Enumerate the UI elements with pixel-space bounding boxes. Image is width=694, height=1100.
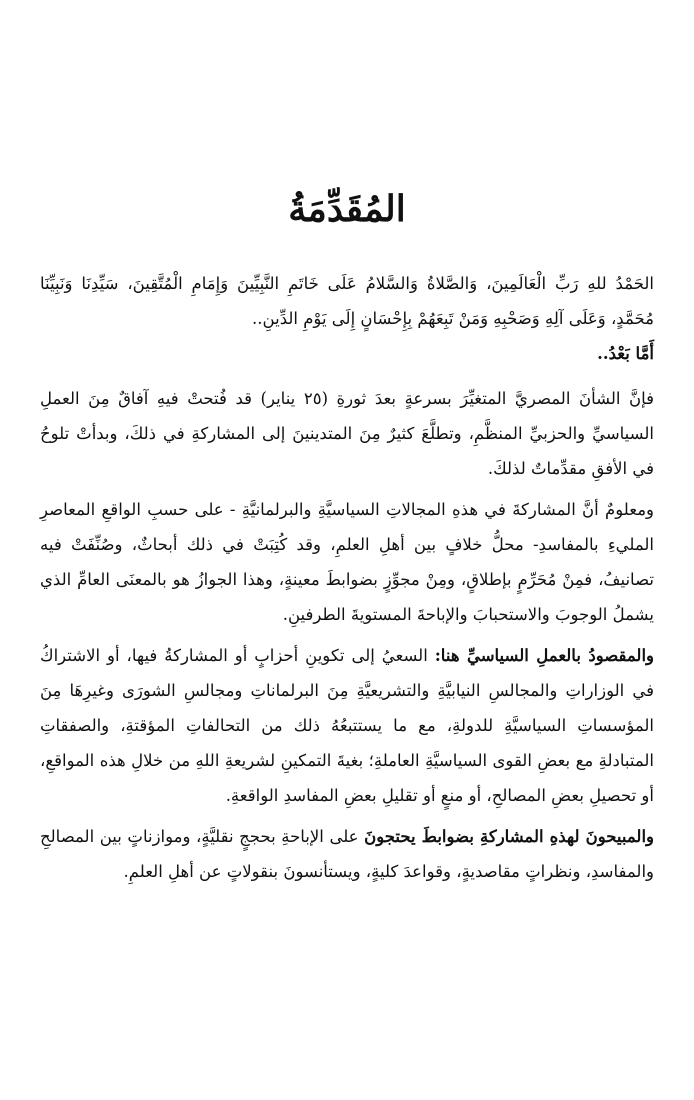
- paragraph-4-text: على الإباحةِ بحججٍ نقليَّةٍ، وموازناتٍ بين المصالحِ والمفاسدِ، ونظراتٍ مقاصديةٍ، وقواعدَ كليةٍ، ويستأنسونَ بنقولاتٍ عن أهلِ العلمِ.: [40, 827, 654, 881]
- intro-paragraph: الحَمْدُ للهِ رَبِّ الْعَالَمِينَ، وَالصَّلاةُ وَالسَّلامُ عَلَى خَاتَمِ النَّبِيِّينَ وَإِمَامِ الْمُتَّقِينَ، سَيِّدِنَا وَنَبِيِّنَا مُحَمَّدٍ، وَعَلَى آلِهِ وَصَحْبِهِ وَمَنْ تَبِعَهُمْ بِإِحْسَانٍ إِلَى يَوْمِ الدِّينِ..: [40, 274, 654, 328]
- document-page: [40, 0, 654, 1100]
- paragraph-4-lead: والمبيحونَ لهذهِ المشاركةِ بضوابطَ يحتجونَ: [364, 827, 654, 846]
- paragraph-3-text: السعيُ إلى تكوينِ أحزابٍ أو المشاركةُ فيها، أو الاشتراكُ في الوزاراتِ والمجالسِ النيابيَّةِ والتشريعيَّةِ مِنَ البرلماناتِ ومجالسِ الشورَى وغيرِهَا مِنَ المؤسساتِ السياسيَّةِ للدولةِ، مع ما يستتبعُهُ ذلك من التحالفاتِ المؤقتةِ، والصفقاتِ المتبادلةِ مع بعضِ القوى السياسيَّةِ العاملةِ؛ بغيةَ التمكينِ لشريعةِ اللهِ من خلالِ هذه المواقعِ، أو تحصيلِ بعضِ المصالحِ، أو منعٍ أو تقليلِ بعضِ المفاسدِ الواقعةِ.: [40, 646, 654, 805]
- paragraph-3-lead: والمقصودُ بالعملِ السياسيِّ هنا:: [434, 646, 654, 665]
- paragraph-2: ومعلومٌ أنَّ المشاركةَ في هذهِ المجالاتِ السياسيَّةِ والبرلمانيَّةِ - على حسبِ الواقعِ المعاصرِ المليءِ بالمفاسدِ- محلُّ خلافٍ بين أهلِ العلمِ، وقد كُتِبَتْ في ذلك أبحاثٌ، وصُنِّفَتْ فيه تصانيفُ، فمِنْ مُحَرِّمٍ بإطلاقٍ، ومِنْ مجوِّزٍ بضوابطَ معينةٍ، وهذا الجوازُ هو بالمعنَى العامِّ الذي يشملُ الوجوبَ والاستحبابَ والإباحةَ المستويةَ الطرفينِ.: [40, 500, 654, 624]
- paragraph-3: [40, 638, 654, 813]
- amma-bad-heading: أَمَّا بَعْدُ..: [597, 344, 654, 363]
- paragraph-4: [40, 819, 654, 889]
- page-title: المُقَدِّمَةُ: [288, 188, 406, 230]
- paragraph-1: فإنَّ الشأنَ المصريَّ المتغيِّرَ بسرعةٍ بعدَ ثورةِ (٢٥ يناير) قد فُتحتْ فيهِ آفاقٌ مِنَ العملِ السياسيِّ والحزبيِّ المنظَّمِ، وتطلَّعَ كثيرٌ مِنَ المتدينينَ إلى المشاركةِ في ذلكَ، وبدأتْ تلوحُ في الأفقِ مقدِّماتٌ لذلكَ.: [40, 389, 655, 478]
- document-body: [40, 266, 654, 889]
